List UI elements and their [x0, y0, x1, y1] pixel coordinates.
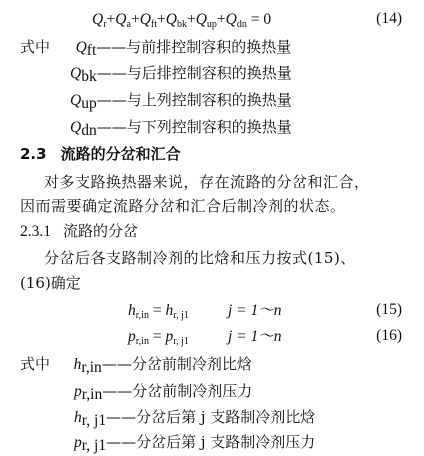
- where2-item-4-desc: ——分岔后第 j 支路制冷剂压力: [106, 433, 316, 451]
- para2-line-1: 分岔后各支路制冷剂的比焓和压力按式(15)、: [44, 249, 356, 267]
- eq14-term-2-sub: a: [126, 19, 131, 30]
- eq16-rhs-sub: r, j1: [173, 336, 189, 347]
- where1-item-2-var: Q: [70, 65, 82, 82]
- where2-item-4-var: p: [74, 434, 82, 451]
- eq16-rhs-var: p: [165, 328, 174, 345]
- eq14-term-5-var: Q: [195, 11, 207, 28]
- where2-item-3-sub: r, j1: [81, 412, 107, 429]
- eq14-term-4-var: Q: [165, 11, 177, 28]
- where2-item-3-var: h: [74, 409, 82, 426]
- where1-lead: 式中: [20, 38, 51, 56]
- eq14-term-6-var: Q: [225, 11, 237, 28]
- where2-item-1-desc: ——分岔前制冷剂比焓: [101, 355, 252, 373]
- where2-row-1: [20, 354, 252, 378]
- eq16-condition: j = 1～n: [228, 328, 282, 345]
- subsection-title: 流路的分岔: [63, 222, 139, 240]
- eq15-lhs-sub: r,in: [135, 310, 149, 321]
- where1-item-4-sub: dn: [81, 122, 97, 139]
- where2-row-2: [74, 381, 252, 405]
- where1-item-4-desc: ——与下列控制容积的换热量: [96, 118, 292, 136]
- where2-row-4: [74, 432, 315, 456]
- eq16-number: (16): [376, 327, 402, 344]
- eq14-op-3: +: [157, 11, 166, 28]
- eq15-rhs-var: h: [165, 302, 174, 319]
- eq14-term-2-var: Q: [115, 11, 127, 28]
- eq14-op-2: +: [130, 11, 140, 28]
- where2-item-3-desc: ——分岔后第 j 支路制冷剂比焓: [106, 408, 316, 426]
- eq14-term-4-sub: bk: [176, 19, 187, 30]
- para1-line-1: 对多支路换热器来说，存在流路的分岔和汇合，: [44, 173, 370, 191]
- where2-lead: 式中: [20, 355, 51, 373]
- subsection-number: 2.3.1: [20, 223, 51, 240]
- where1-row-2: [70, 63, 292, 87]
- equation-15: $h_{r,in} = h_{r, j1}$: [128, 302, 189, 321]
- eq14-term-5-sub: up: [206, 19, 217, 30]
- where2-item-2-var: p: [74, 383, 82, 400]
- where1-row-4: [70, 117, 292, 141]
- where1-row-1: [20, 37, 291, 61]
- where2-item-2-sub: r,in: [81, 386, 103, 403]
- eq14-term-1-sub: r: [103, 19, 107, 30]
- where2-item-1-var: h: [73, 356, 82, 373]
- eq14-term-3-sub: ft: [150, 19, 158, 30]
- eq14-number: (14): [376, 10, 402, 27]
- eq15-lhs-var: h: [128, 302, 136, 319]
- where2-item-1-sub: r,in: [81, 359, 102, 376]
- where2-item-2-desc: ——分岔前制冷剂压力: [102, 382, 253, 400]
- eq15-condition: j = 1～n: [228, 302, 282, 319]
- eq14-term-1-var: Q: [92, 11, 104, 28]
- where1-item-3-desc: ——与上列控制容积的换热量: [96, 91, 292, 109]
- eq14-term-3-var: Q: [139, 11, 151, 28]
- eq14-op-1: +: [106, 11, 116, 28]
- where1-item-2-desc: ——与后排控制容积的换热量: [96, 64, 292, 82]
- eq14-term-6-sub: dn: [236, 19, 247, 30]
- where1-item-1-sub: ft: [86, 42, 97, 59]
- eq14-op-4: +: [186, 11, 196, 28]
- eq15-rhs-sub: r, j1: [173, 310, 189, 321]
- where1-item-1-var: Q: [75, 39, 87, 56]
- equation-16: $p_{r,in} = p_{r, j1}$: [128, 328, 189, 347]
- where2-row-3: [74, 407, 315, 431]
- where1-item-2-sub: bk: [81, 68, 97, 85]
- eq16-lhs-sub: r,in: [135, 336, 149, 347]
- eq15-number: (15): [376, 301, 402, 318]
- eq14-rhs: = 0: [246, 11, 272, 28]
- section-number: 2.3: [20, 145, 47, 163]
- section-heading: [20, 144, 181, 164]
- where1-item-3-var: Q: [70, 92, 82, 109]
- where2-item-4-sub: r, j1: [81, 437, 107, 454]
- equation-14: [92, 10, 271, 35]
- eq14-op-5: +: [216, 11, 226, 28]
- where1-row-3: [70, 90, 292, 114]
- eq16-lhs-var: p: [128, 328, 136, 345]
- para2-line-2: (16)确定: [20, 274, 81, 292]
- section-title: 流路的分岔和汇合: [60, 145, 181, 163]
- subsection-heading: [20, 221, 138, 242]
- para1-line-2: 因而需要确定流路分岔和汇合后制冷剂的状态。: [20, 197, 346, 215]
- where1-item-1-desc: ——与前排控制容积的换热量: [96, 38, 292, 56]
- where1-item-4-var: Q: [70, 119, 82, 136]
- where1-item-3-sub: up: [81, 95, 97, 112]
